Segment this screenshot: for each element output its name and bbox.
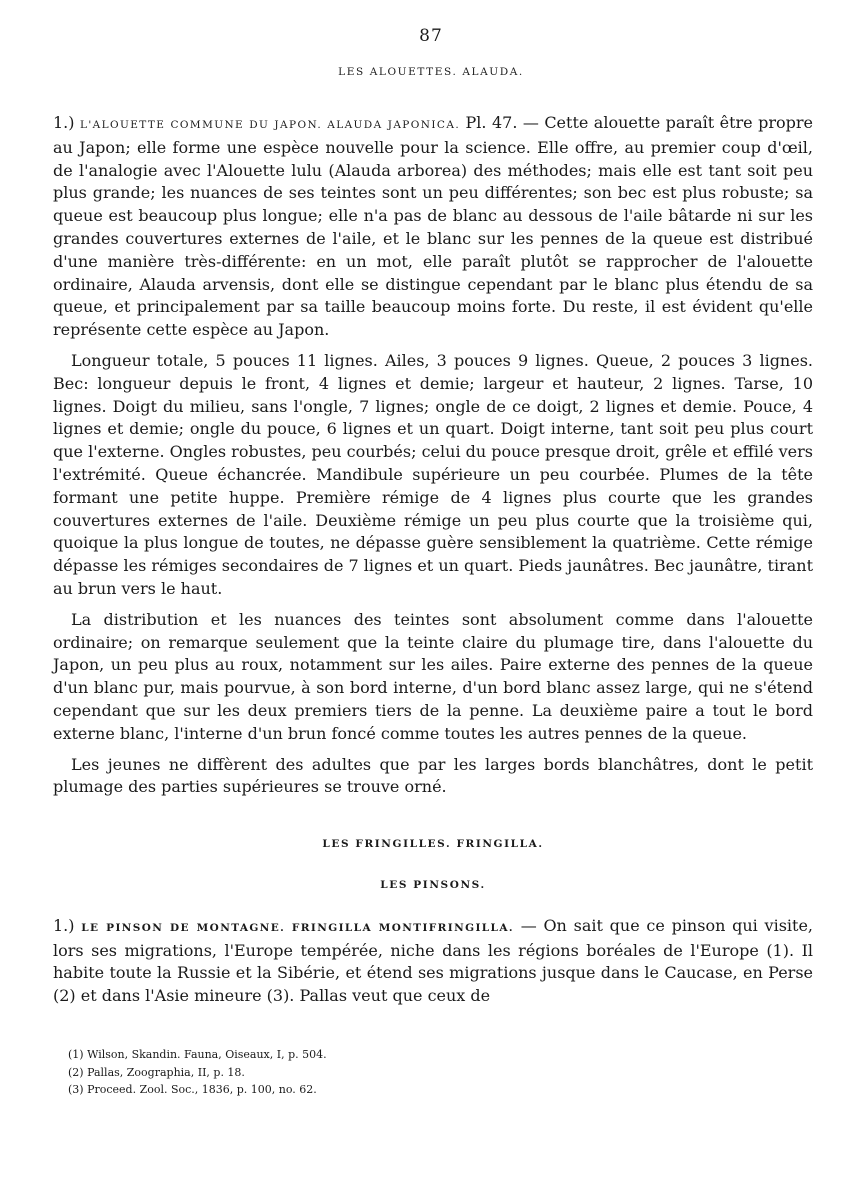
footnote: (3) Proceed. Zool. Soc., 1836, p. 100, no. 62. — [68, 1083, 317, 1096]
section-heading: LES FRINGILLES. FRINGILLA. — [322, 838, 544, 851]
coloration-paragraph: La distribution et les nuances des teintes sont absolument comme dans l'alouette ordinaire; on remarque seulement que la teinte claire du plumage tire, dans l'alouette du Japon, un peu plus au roux, notamment sur les ailes. Paire externe des pennes de la queue d'un blanc pur, mais pourvue, à son bord interne, d'un bord blanc assez large, qui ne s'étend cependant que sur les deux premiers tiers de la penne. La deuxième paire a tout le bord externe blanc, l'interne d'un brun foncé comme toutes les autres pennes de la queue. — [53, 609, 813, 743]
footnote: (1) Wilson, Skandin. Fauna, Oiseaux, I, p. 504. — [68, 1048, 327, 1061]
entry-number: 1.) — [53, 113, 75, 132]
entry-heading: LE PINSON DE MONTAGNE. FRINGILLA MONTIFRINGILLA. — [81, 921, 514, 934]
entry-dash: — — [520, 915, 537, 935]
measurements-paragraph: Longueur totale, 5 pouces 11 lignes. Ailes, 3 pouces 9 lignes. Queue, 2 pouces 3 lignes. Bec: longueur depuis le front, 4 lignes et demie; largeur et hauteur, 2 lignes. Tarse, 10 lignes. Doigt du milieu, sans l'ongle, 7 lignes; ongle de ce doigt, 2 lignes et demie. Pouce, 4 lignes et demie; ongle du pouce, 6 lignes et un quart. Doigt interne, tant soit peu plus court que l'externe. Ongles robustes, peu courbés; celui du pouce presque droit, grêle et effilé vers l'extrémité. Queue échancrée. Mandibule supérieure un peu courbée. Plumes de la tête formant une petite huppe. Première rémige de 4 lignes plus courte que les grandes couvertures externes de l'aile. Deuxième rémige un peu plus courte que la troisième qui, quoique la plus longue de toutes, ne dépasse guère sensiblement la quatrième. Cette rémige dépasse les rémiges secondaires de 7 lignes et un quart. Pieds jaunâtres. Bec jaunâtre, tirant au brun vers le haut. — [53, 350, 813, 598]
page-number: 87 — [419, 26, 443, 46]
juveniles-paragraph: Les jeunes ne diffèrent des adultes que par les larges bords blanchâtres, dont le petit plumage des parties supérieures se trouve orné. — [53, 754, 813, 797]
plate-reference: Pl. 47. — [465, 113, 518, 132]
entry-text: Cette alouette paraît être propre au Japon; elle forme une espèce nouvelle pour la science. Elle offre, au premier coup d'œil, de l'analogie avec l'Alouette lulu (Alauda arborea) des méthodes; mais elle est tant soit peu plus grande; les nuances de ses teintes sont un peu différentes; son bec est plus robuste; sa queue est beaucoup plus longue; elle n'a pas de blanc au dessous de l'aile bâtarde ni sur les grandes couvertures externes de l'aile, et le blanc sur les pennes de la queue est distribué d'une manière très-différente: en un mot, elle paraît plutôt se rapprocher de l'alouette ordinaire, Alauda arvensis, dont elle se distingue cependant par le blanc plus étendu de sa queue, et principalement par sa taille beaucoup moins forte. Du reste, il est évident qu'elle représente cette espèce au Japon. — [53, 113, 813, 340]
footnote: (2) Pallas, Zoographia, II, p. 18. — [68, 1065, 245, 1079]
footnotes — [68, 1046, 668, 1099]
entry-text: On sait que ce pinson qui visite, lors ses migrations, l'Europe tempérée, niche dans les régions boréales de l'Europe (1). Il habite toute la Russie et la Sibérie, et étend ses migrations jusque dans le Caucase, en Perse (2) et dans l'Asie mineure (3). Pallas veut que ceux de — [53, 915, 813, 1006]
entry-fringilla-montifringilla — [53, 915, 813, 1008]
page-body — [53, 112, 813, 1016]
entry-dash: — — [522, 113, 539, 132]
entry-heading: L'ALOUETTE COMMUNE DU JAPON. ALAUDA JAPONICA. — [79, 119, 461, 131]
section-subheading: LES PINSONS. — [380, 878, 486, 891]
entry-number: 1.) — [53, 915, 75, 935]
entry-alauda-japonica — [53, 112, 813, 342]
running-head: LES ALOUETTES. ALAUDA. — [338, 66, 524, 78]
